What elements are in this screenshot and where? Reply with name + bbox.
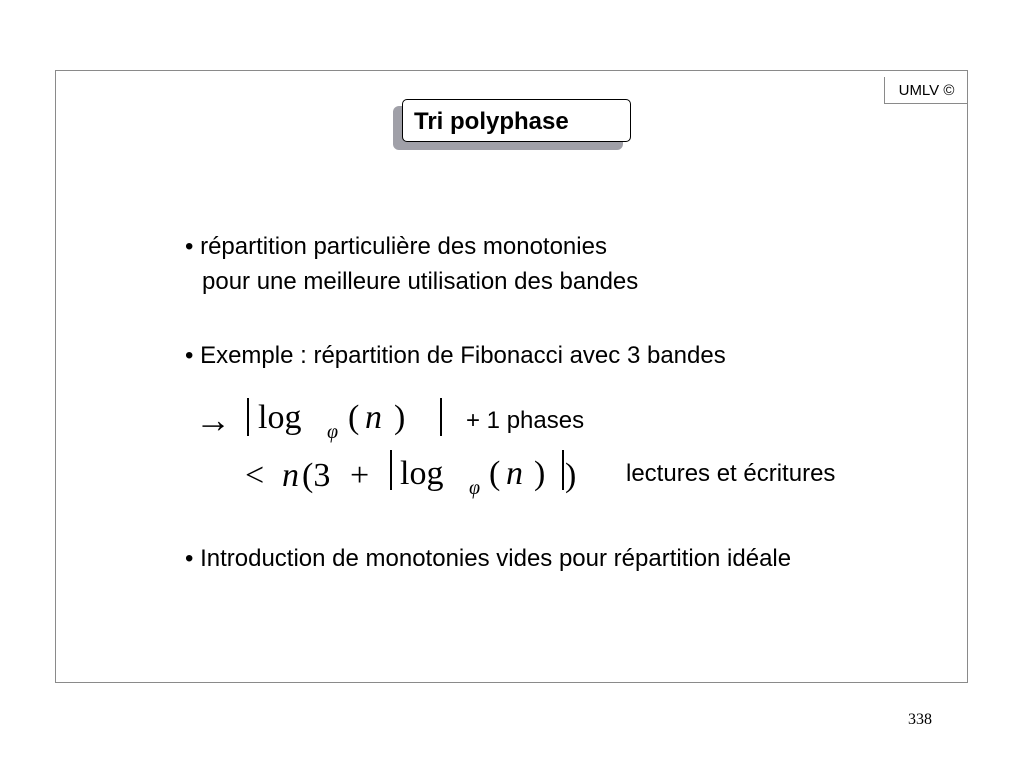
open-three: (3 <box>302 457 331 494</box>
log-text: log <box>258 399 302 436</box>
bullet-1-line-1: • répartition particulière des monotonies <box>185 233 607 260</box>
bullet-3: • Introduction de monotonies vides pour répartition idéale <box>185 545 792 572</box>
bullet-1-line-2: pour une meilleure utilisation des bandes <box>202 268 639 295</box>
less-than-symbol: < <box>245 457 265 494</box>
arrow-symbol: → <box>195 400 231 440</box>
log-text-2: log <box>400 455 444 492</box>
bullet-2: • Exemple : répartition de Fibonacci avec 3 bandes <box>185 342 726 369</box>
copyright-badge: UMLV © <box>884 77 968 104</box>
phi-subscript: φ <box>327 421 339 443</box>
phi-subscript-2: φ <box>469 477 481 499</box>
var-n-2: n <box>282 457 299 494</box>
outer-paren-close: ) <box>565 457 577 494</box>
slide-frame <box>55 70 968 683</box>
var-n: n <box>365 399 382 436</box>
var-n-3: n <box>506 455 523 492</box>
phases-text: + 1 phases <box>466 407 585 434</box>
paren-close-2: ) <box>534 455 546 492</box>
page-number: 338 <box>908 711 932 728</box>
plus-symbol: + <box>350 457 370 494</box>
reads-writes-text: lectures et écritures <box>626 460 836 487</box>
paren-open-2: ( <box>489 455 501 492</box>
slide-title: Tri polyphase <box>414 108 569 135</box>
paren-close: ) <box>394 399 406 436</box>
paren-open: ( <box>348 399 360 436</box>
